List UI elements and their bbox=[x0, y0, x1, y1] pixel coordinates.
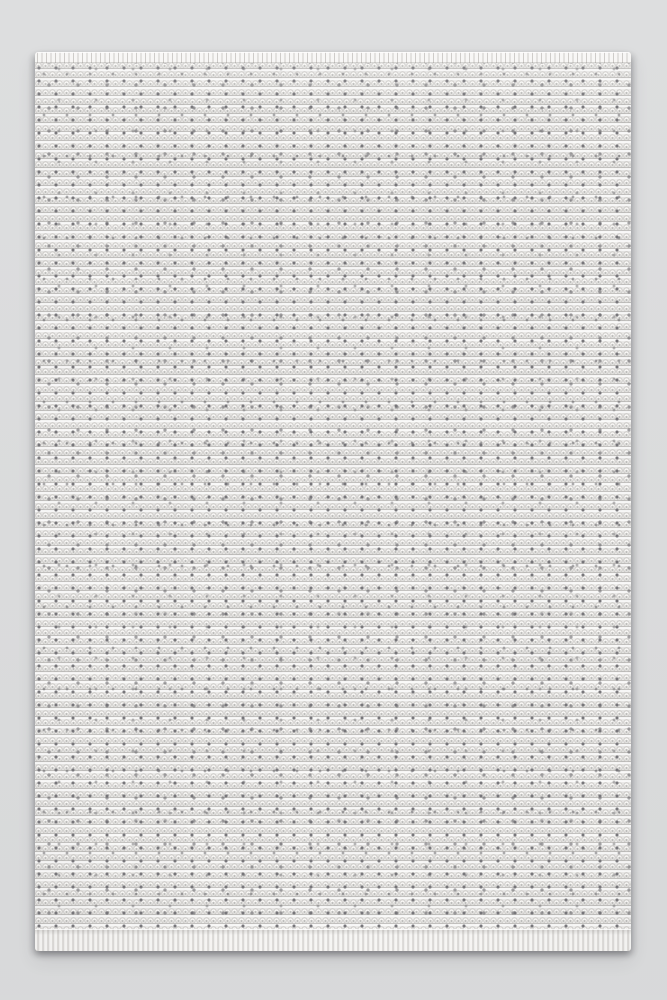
rug-bottom-selvage bbox=[35, 929, 631, 951]
rug-top-selvage bbox=[35, 52, 631, 63]
rug-weave-texture bbox=[35, 52, 631, 951]
rug-photo bbox=[35, 52, 631, 951]
